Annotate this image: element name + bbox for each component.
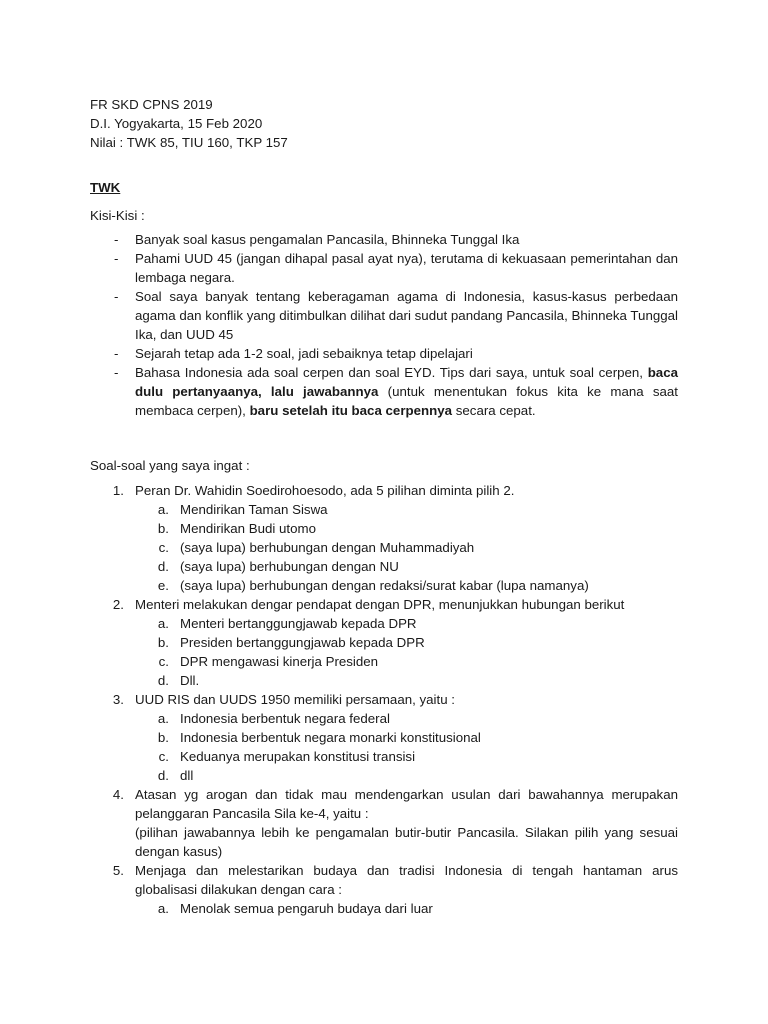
option-item (135, 652, 678, 671)
question-number: 2. (112, 597, 124, 612)
kisi-kisi-list (90, 230, 678, 420)
option-text: Presiden bertanggungjawab kepada DPR (180, 635, 425, 650)
option-item (135, 614, 678, 633)
text-run: (untuk menentukan fokus kita ke mana saat membaca cerpen), (135, 384, 679, 418)
bullet-dash: - (114, 232, 119, 247)
bullet-dash: - (114, 289, 119, 304)
bullet-dash: - (114, 365, 119, 380)
option-item (135, 500, 678, 519)
question-item (90, 690, 678, 785)
question-number: 3. (112, 692, 124, 707)
option-item (135, 576, 678, 595)
question-item (90, 595, 678, 690)
option-item (135, 538, 678, 557)
option-list (135, 500, 678, 595)
question-number: 1. (112, 483, 124, 498)
option-label: c. (158, 540, 169, 555)
kisi-item-text: Soal saya banyak tentang keberagaman agama di Indonesia, kasus-kasus perbedaan agama dan konflik yang ditimbulkan dilihat dari sudut pandang Pancasila, Bhinneka Tunggal Ika, dan UUD 45 (135, 289, 678, 342)
option-label: e. (157, 578, 169, 593)
question-number: 4. (112, 787, 124, 802)
option-item (135, 557, 678, 576)
option-text: DPR mengawasi kinerja Presiden (180, 654, 379, 669)
question-text: Menjaga dan melestarikan budaya dan tradisi Indonesia di tengah hantaman arus globalisasi dilakukan dengan cara : (135, 863, 678, 897)
option-label: b. (157, 521, 169, 536)
list-item (90, 249, 678, 287)
question-text: UUD RIS dan UUDS 1950 memiliki persamaan, yaitu : (135, 692, 455, 707)
list-item (90, 363, 678, 420)
text-run: secara cepat. (452, 403, 536, 418)
question-item (90, 861, 678, 918)
option-label: d. (157, 559, 169, 574)
option-item (135, 899, 678, 918)
question-item (90, 785, 678, 861)
option-item (135, 747, 678, 766)
question-text: Menteri melakukan dengar pendapat dengan DPR, menunjukkan hubungan berikut (135, 597, 625, 612)
option-label: a. (157, 711, 169, 726)
option-text: (saya lupa) berhubungan dengan Muhammadiyah (180, 540, 475, 555)
option-text: Indonesia berbentuk negara monarki konstitusional (180, 730, 481, 745)
header-score: Nilai : TWK 85, TIU 160, TKP 157 (90, 135, 288, 150)
question-number: 5. (112, 863, 124, 878)
kisi-item-text (135, 363, 678, 420)
option-text: Mendirikan Budi utomo (180, 521, 316, 536)
option-label: a. (157, 502, 169, 517)
header-title: FR SKD CPNS 2019 (90, 97, 213, 112)
bold-text-run: baca dulu pertanyaanya, lalu jawabannya (135, 365, 678, 399)
option-label: d. (157, 673, 169, 688)
kisi-item-text: Banyak soal kasus pengamalan Pancasila, Bhinneka Tunggal Ika (135, 232, 520, 247)
option-label: c. (158, 749, 169, 764)
option-text: Keduanya merupakan konstitusi transisi (180, 749, 416, 764)
option-label: b. (157, 635, 169, 650)
list-item (90, 287, 678, 344)
option-text: (saya lupa) berhubungan dengan NU (180, 559, 399, 574)
option-text: (saya lupa) berhubungan dengan redaksi/surat kabar (lupa namanya) (180, 578, 589, 593)
header-location-date: D.I. Yogyakarta, 15 Feb 2020 (90, 116, 263, 131)
section-heading-twk: TWK (90, 180, 121, 195)
option-item (135, 633, 678, 652)
option-item (135, 728, 678, 747)
question-item (90, 481, 678, 595)
question-note: (pilihan jawabannya lebih ke pengamalan butir-butir Pancasila. Silakan pilih yang sesuai dengan kasus) (135, 825, 678, 859)
document-header (90, 95, 288, 152)
question-text: Peran Dr. Wahidin Soedirohoesodo, ada 5 pilihan diminta pilih 2. (135, 483, 515, 498)
kisi-item-text: Pahami UUD 45 (jangan dihapal pasal ayat nya), terutama di kekuasaan pemerintahan dan lembaga negara. (135, 251, 678, 285)
option-item (135, 766, 678, 785)
option-text: Dll. (180, 673, 200, 688)
bullet-dash: - (114, 251, 119, 266)
option-text: Menolak semua pengaruh budaya dari luar (180, 901, 433, 916)
soal-label: Soal-soal yang saya ingat : (90, 458, 250, 473)
option-label: a. (157, 616, 169, 631)
option-label: a. (157, 901, 169, 916)
option-text: dll (180, 768, 194, 783)
option-label: c. (158, 654, 169, 669)
option-text: Mendirikan Taman Siswa (180, 502, 328, 517)
option-list (135, 614, 678, 690)
option-text: Menteri bertanggungjawab kepada DPR (180, 616, 417, 631)
option-item (135, 519, 678, 538)
question-text: Atasan yg arogan dan tidak mau mendengarkan usulan dari bawahannya merupakan pelanggaran Pancasila Sila ke-4, yaitu : (135, 787, 678, 821)
list-item (90, 230, 678, 249)
option-list (135, 709, 678, 785)
option-text: Indonesia berbentuk negara federal (180, 711, 390, 726)
option-label: b. (157, 730, 169, 745)
bullet-dash: - (114, 346, 119, 361)
option-item (135, 671, 678, 690)
option-list (135, 899, 678, 918)
kisi-kisi-label: Kisi-Kisi : (90, 208, 145, 223)
option-item (135, 709, 678, 728)
option-label: d. (157, 768, 169, 783)
text-run: Bahasa Indonesia ada soal cerpen dan soal EYD. Tips dari saya, untuk soal cerpen, (135, 365, 648, 380)
list-item (90, 344, 678, 363)
bold-text-run: baru setelah itu baca cerpennya (249, 403, 453, 418)
kisi-item-text: Sejarah tetap ada 1-2 soal, jadi sebaiknya tetap dipelajari (135, 346, 473, 361)
question-list (90, 481, 678, 918)
